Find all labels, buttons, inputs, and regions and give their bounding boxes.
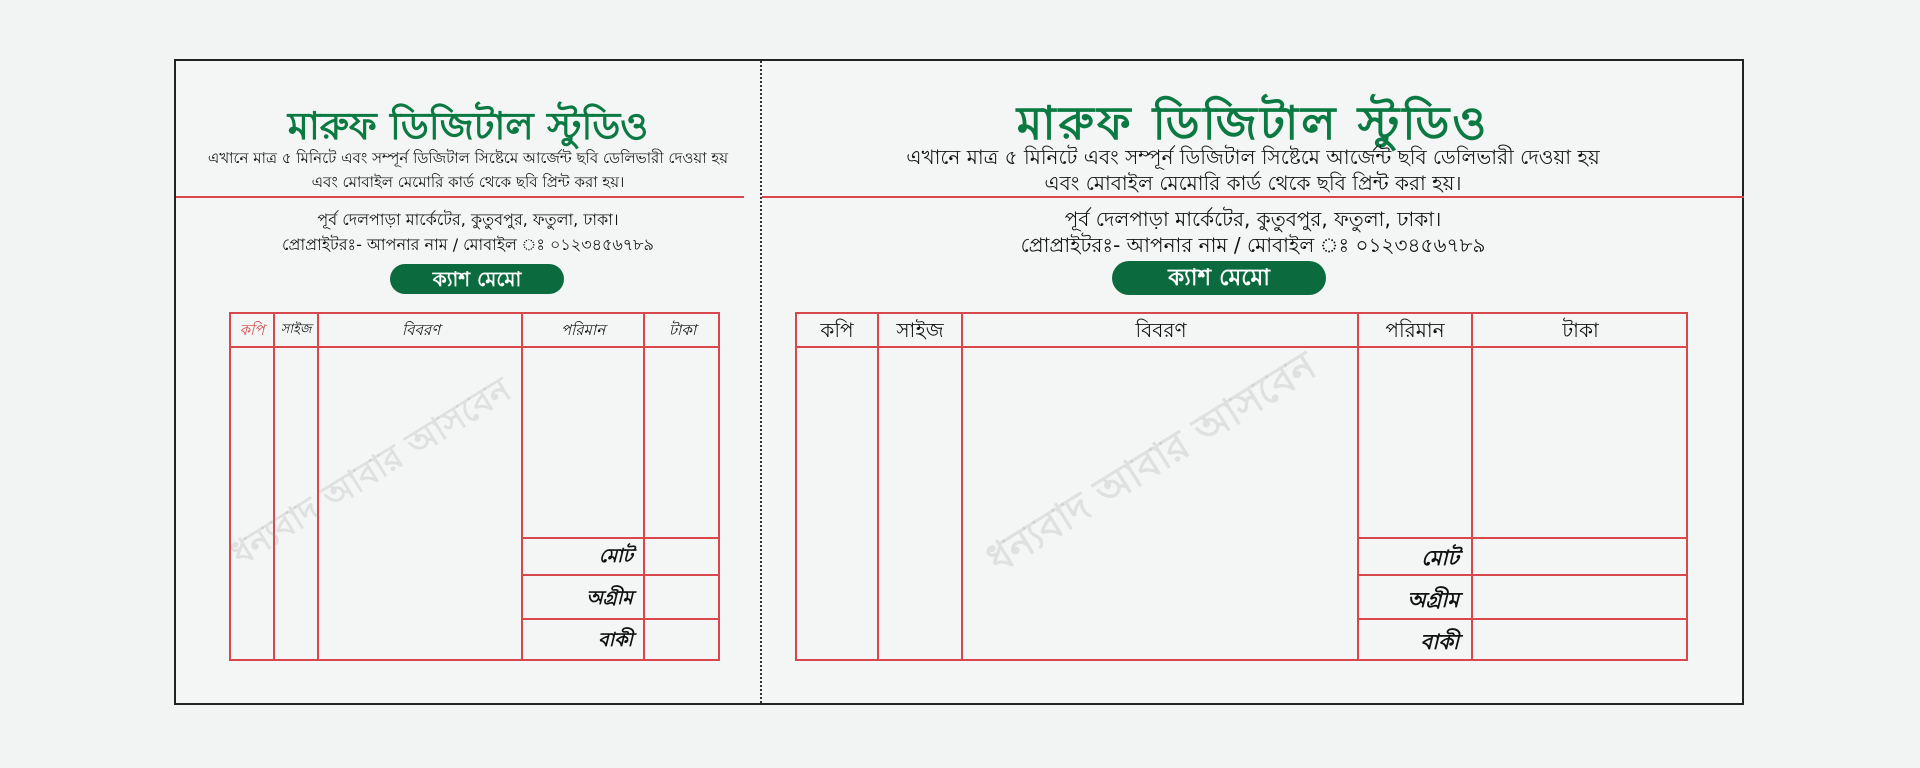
header-rule	[762, 196, 1744, 198]
total-label: মোট	[598, 545, 633, 567]
header-copies: কপি	[239, 321, 265, 339]
totals-divider	[521, 537, 718, 539]
header-copies: কপি	[820, 318, 854, 342]
studio-title: মারুফ ডিজিটাল স্টুডিও	[1016, 96, 1490, 150]
memo-table	[795, 312, 1688, 661]
due-label: বাকী	[1420, 630, 1459, 654]
header-quantity: পরিমান	[560, 321, 606, 339]
header-amount: টাকা	[1562, 318, 1599, 342]
studio-title: মারুফ ডিজিটাল স্টুডিও	[287, 104, 649, 148]
tagline-line1: এখানে মাত্র ৫ মিনিটে এবং সম্পূর্ন ডিজিটাল সিষ্টেমে আর্জেন্ট ছবি ডেলিভারী দেওয়া হয়	[207, 149, 729, 167]
thank-you-watermark: ধন্যবাদ আবার আসবেন	[979, 343, 1325, 583]
header-description: বিবরণ	[401, 321, 441, 339]
header-size: সাইজ	[280, 322, 312, 337]
column-divider	[643, 314, 645, 659]
advance-label: অগ্রীম	[1407, 588, 1459, 612]
totals-divider	[1357, 537, 1686, 539]
address-line: পূর্ব দেলপাড়া মার্কেটের, কুতুবপুর, ফতুলা, ঢাকা।	[1064, 207, 1442, 231]
proprietor-line: প্রোপ্রাইটরঃ- আপনার নাম / মোবাইল ঃ ০১২৩৪৫৬৭৮৯	[282, 235, 654, 254]
column-divider	[273, 314, 275, 659]
proprietor-line: প্রোপ্রাইটরঃ- আপনার নাম / মোবাইল ঃ ০১২৩৪৫৬৭৮৯	[1020, 233, 1486, 257]
totals-divider	[521, 618, 718, 620]
column-divider	[1471, 314, 1473, 659]
totals-divider	[521, 574, 718, 576]
tagline-line2: এবং মোবাইল মেমোরি কার্ড থেকে ছবি প্রিন্ট করা হয়।	[311, 173, 625, 191]
advance-label: অগ্রীম	[586, 587, 633, 609]
tagline-line2: এবং মোবাইল মেমোরি কার্ড থেকে ছবি প্রিন্ট করা হয়।	[1044, 171, 1462, 195]
header-description: বিবরণ	[1135, 318, 1187, 342]
header-amount: টাকা	[668, 321, 697, 339]
header-divider	[797, 346, 1686, 348]
cash-memo-left	[176, 61, 760, 703]
column-divider	[877, 314, 879, 659]
header-size: সাইজ	[896, 318, 944, 342]
header-rule	[176, 196, 744, 198]
memo-sheet	[174, 59, 1744, 705]
address-line: পূর্ব দেলপাড়া মার্কেটের, কুতুবপুর, ফতুলা, ঢাকা।	[317, 210, 619, 229]
total-label: মোট	[1421, 546, 1459, 570]
cash-memo-badge: ক্যাশ মেমো	[390, 264, 564, 294]
column-divider	[961, 314, 963, 659]
cash-memo-right	[762, 61, 1744, 703]
cash-memo-badge: ক্যাশ মেমো	[1112, 261, 1326, 295]
thank-you-watermark: ধন্যবাদ আবার আসবেন	[224, 369, 519, 575]
header-quantity: পরিমান	[1385, 318, 1445, 342]
tagline-line1: এখানে মাত্র ৫ মিনিটে এবং সম্পূর্ন ডিজিটাল সিষ্টেমে আর্জেন্ট ছবি ডেলিভারী দেওয়া হয়	[906, 145, 1600, 169]
due-label: বাকী	[598, 629, 633, 651]
